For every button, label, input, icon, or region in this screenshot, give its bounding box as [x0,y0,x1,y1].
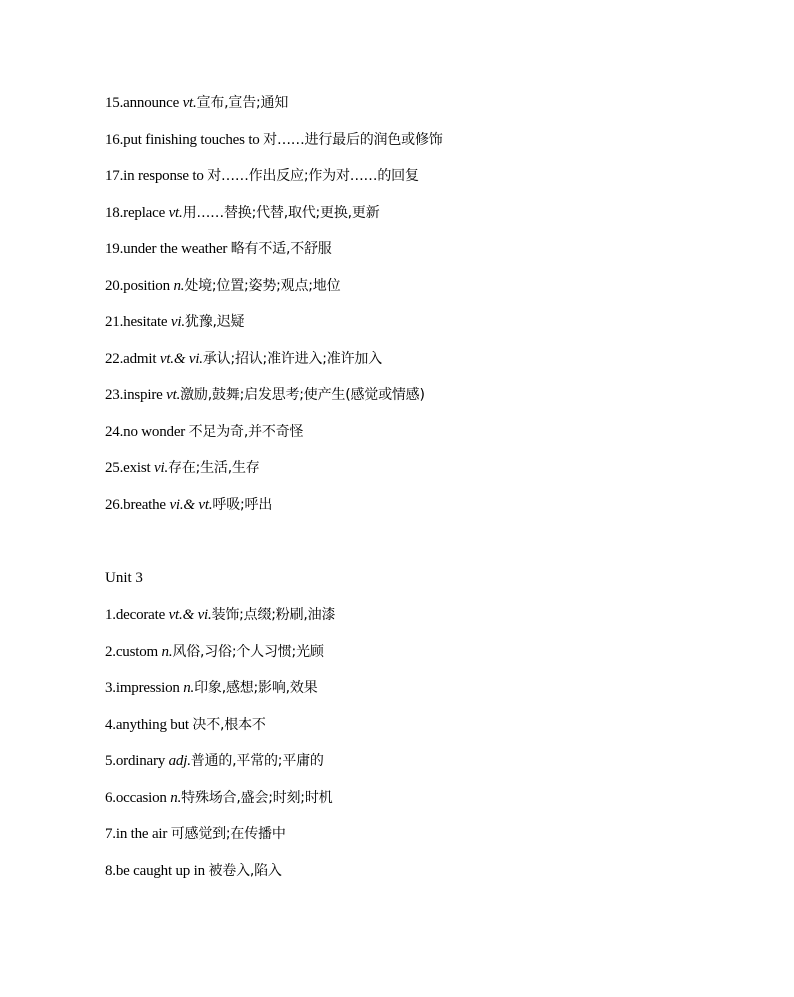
vocab-entry-24 [105,423,303,441]
vocab-term: 21.hesitate [105,314,171,330]
part-of-speech: n. [170,790,182,806]
vocab-definition: 对……作出反应;作为对……的回复 [207,168,419,184]
part-of-speech: vt.& vi. [168,607,212,623]
vocab-term: 15.announce [105,95,183,111]
vocab-entry-2 [105,643,324,661]
vocab-definition: 不足为奇,并不奇怪 [188,424,304,440]
vocab-term: 3.impression [105,680,184,696]
vocab-definition: 存在;生活,生存 [168,460,260,476]
vocab-term: 18.replace [105,205,169,221]
vocab-definition: 激励,鼓舞;启发思考;使产生(感觉或情感) [180,387,425,403]
vocab-definition: 对……进行最后的润色或修饰 [263,132,443,148]
vocab-entry-15 [105,94,288,112]
vocab-definition: 装饰;点缀;粉刷,油漆 [211,607,336,623]
vocab-term: 24.no wonder [105,424,189,440]
vocab-term: 6.occasion [105,790,171,806]
vocab-term: 25.exist [105,460,155,476]
vocab-term: 19.under the weather [105,241,231,257]
vocab-entry-20 [105,277,340,295]
vocab-term: 17.in response to [105,168,208,184]
part-of-speech: adj. [168,753,191,769]
vocab-term: 26.breathe [105,497,170,513]
vocab-term: 22.admit [105,351,160,367]
vocab-definition: 普通的,平常的;平庸的 [190,753,324,769]
vocab-definition: 可感觉到;在传播中 [170,826,286,842]
vocab-definition: 呼吸;呼出 [212,497,273,513]
vocab-entry-7 [105,825,286,843]
vocab-entry-22 [105,350,382,368]
vocab-entry-4 [105,716,266,734]
vocab-entry-8 [105,862,282,880]
part-of-speech: vi. [170,314,185,330]
part-of-speech: vt.& vi. [159,351,203,367]
vocab-term: 23.inspire [105,387,167,403]
vocab-term: 16.put finishing touches to [105,132,264,148]
vocab-term: 8.be caught up in [105,863,209,879]
vocab-definition: 被卷入,陷入 [208,863,282,879]
vocab-definition: 决不,根本不 [192,717,266,733]
vocab-definition: 宣布,宣告;通知 [196,95,289,111]
vocab-entry-23 [105,386,425,404]
vocab-term: 7.in the air [105,826,171,842]
vocab-term: 4.anything but [105,717,193,733]
vocab-entry-16 [105,131,443,149]
vocab-term: 5.ordinary [105,753,169,769]
vocab-entry-21 [105,313,244,331]
vocab-term: 20.position [105,278,174,294]
part-of-speech: n. [183,680,195,696]
vocab-definition: 印象,感想;影响,效果 [194,680,318,696]
vocab-entry-19 [105,240,332,258]
part-of-speech: vt. [168,205,183,221]
vocab-definition: 用……替换;代替,取代;更换,更新 [182,205,380,221]
vocab-definition: 犹豫,迟疑 [184,314,245,330]
vocab-entry-26 [105,496,272,514]
vocab-term: 2.custom [105,644,162,660]
vocab-definition: 风俗,习俗;个人习惯;光顾 [172,644,324,660]
vocab-definition: 承认;招认;准许进入;准许加入 [202,351,382,367]
vocab-entry-3 [105,679,318,697]
part-of-speech: n. [161,644,173,660]
vocab-term: 1.decorate [105,607,169,623]
unit-heading: Unit 3 [105,570,143,586]
vocab-entry-17 [105,167,419,185]
part-of-speech: vi. [154,460,169,476]
vocab-entry-25 [105,459,260,477]
vocab-entry-18 [105,204,380,222]
vocab-entry-5 [105,752,324,770]
part-of-speech: n. [173,278,185,294]
vocab-entry-1 [105,606,335,624]
part-of-speech: vt. [166,387,181,403]
vocab-entry-6 [105,789,332,807]
part-of-speech: vt. [182,95,197,111]
part-of-speech: vi.& vt. [169,497,213,513]
vocab-definition: 特殊场合,盛会;时刻;时机 [181,790,333,806]
vocab-definition: 略有不适,不舒服 [230,241,332,257]
vocab-definition: 处境;位置;姿势;观点;地位 [184,278,341,294]
